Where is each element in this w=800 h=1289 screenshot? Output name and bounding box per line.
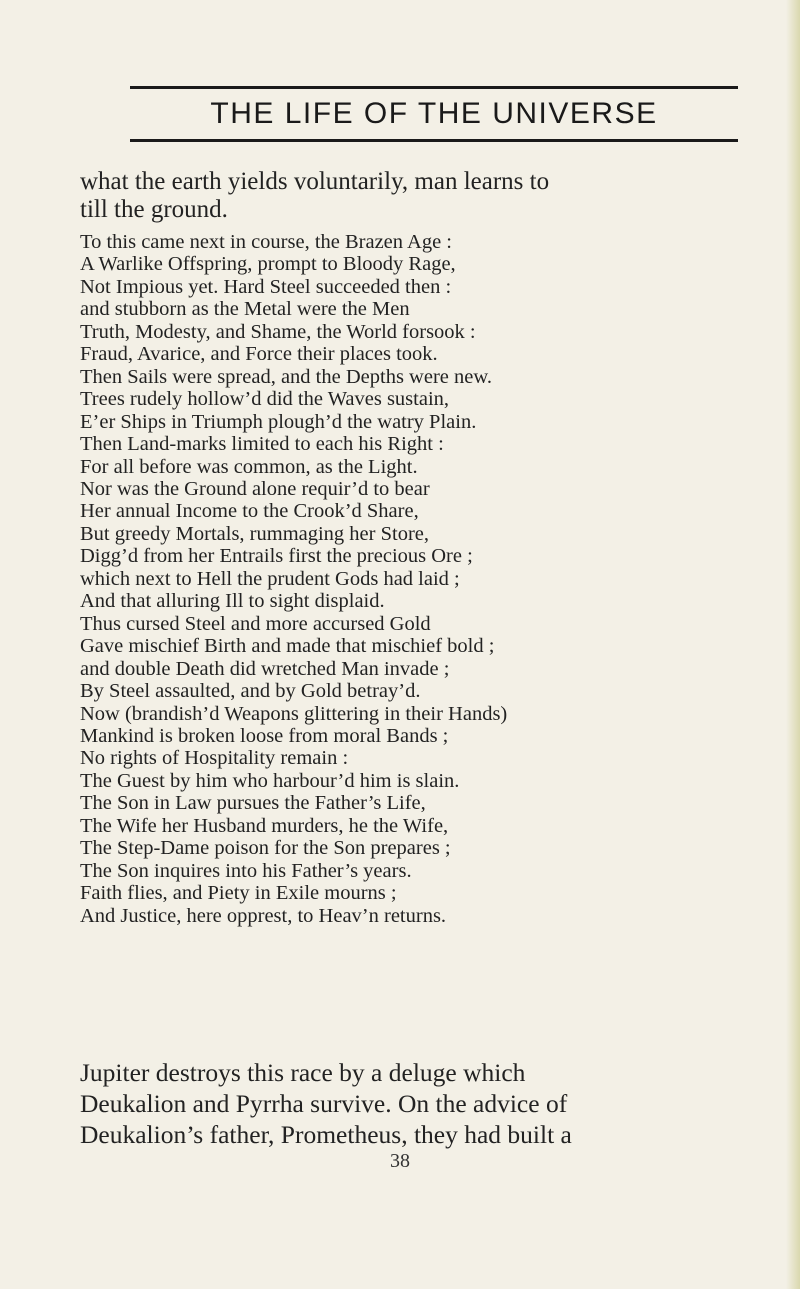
- page-edge: [786, 0, 800, 1289]
- prose-top: [80, 168, 760, 224]
- verse-line: Thus cursed Steel and more accursed Gold: [80, 612, 431, 635]
- verse-line: Mankind is broken loose from moral Bands ;: [80, 724, 449, 747]
- verse-line: By Steel assaulted, and by Gold betray’d.: [80, 680, 421, 703]
- verse-line: which next to Hell the prudent Gods had laid ;: [80, 567, 460, 590]
- verse-line: To this came next in course, the Brazen Age :: [80, 231, 453, 253]
- header-rule-bottom: [130, 139, 738, 142]
- verse-line: And Justice, here opprest, to Heav’n returns.: [80, 904, 447, 927]
- verse-line: The Wife her Husband murders, he the Wife,: [80, 814, 449, 837]
- verse-line: A Warlike Offspring, prompt to Bloody Rage,: [80, 253, 456, 276]
- verse-line: For all before was common, as the Light.: [80, 455, 418, 478]
- prose-line: till the ground.: [80, 196, 228, 223]
- prose-line: what the earth yields voluntarily, man learns to: [80, 168, 550, 195]
- verse-passage: [80, 231, 740, 927]
- prose-line: Deukalion’s father, Prometheus, they had built a: [80, 1120, 572, 1149]
- verse-line: Trees rudely hollow’d did the Waves sustain,: [80, 388, 450, 411]
- verse-line: and double Death did wretched Man invade ;: [80, 657, 450, 680]
- verse-line: Fraud, Avarice, and Force their places took.: [80, 343, 438, 366]
- prose-line: Jupiter destroys this race by a deluge which: [80, 1058, 526, 1087]
- verse-line: Gave mischief Birth and made that mischief bold ;: [80, 635, 495, 658]
- page-number: 38: [390, 1150, 410, 1172]
- verse-line: E’er Ships in Triumph plough’d the watry Plain.: [80, 410, 477, 433]
- verse-line: And that alluring Ill to sight displaid.: [80, 590, 385, 613]
- verse-line: Truth, Modesty, and Shame, the World forsook :: [80, 320, 476, 343]
- verse-line: Now (brandish’d Weapons glittering in their Hands): [80, 702, 508, 725]
- verse-line: Nor was the Ground alone requir’d to bear: [80, 477, 430, 500]
- verse-line: and stubborn as the Metal were the Men: [80, 298, 410, 321]
- running-head: THE LIFE OF THE UNIVERSE: [210, 97, 658, 130]
- verse-line: The Son in Law pursues the Father’s Life,: [80, 792, 426, 815]
- verse-line: The Guest by him who harbour’d him is slain.: [80, 769, 460, 792]
- prose-line: Deukalion and Pyrrha survive. On the advice of: [80, 1089, 568, 1118]
- prose-bottom: [80, 1057, 760, 1150]
- header-rule-top: [130, 86, 738, 89]
- verse-line: Not Impious yet. Hard Steel succeeded then :: [80, 275, 452, 298]
- verse-line: Her annual Income to the Crook’d Share,: [80, 500, 419, 523]
- verse-line: But greedy Mortals, rummaging her Store,: [80, 522, 430, 545]
- verse-line: Digg’d from her Entrails first the precious Ore ;: [80, 545, 473, 568]
- verse-line: The Step-Dame poison for the Son prepares ;: [80, 837, 451, 860]
- verse-line: Then Sails were spread, and the Depths were new.: [80, 365, 492, 388]
- verse-line: No rights of Hospitality remain :: [80, 747, 349, 770]
- verse-line: The Son inquires into his Father’s years.: [80, 859, 412, 882]
- verse-line: Then Land-marks limited to each his Right :: [80, 433, 444, 456]
- verse-line: Faith flies, and Piety in Exile mourns ;: [80, 882, 397, 905]
